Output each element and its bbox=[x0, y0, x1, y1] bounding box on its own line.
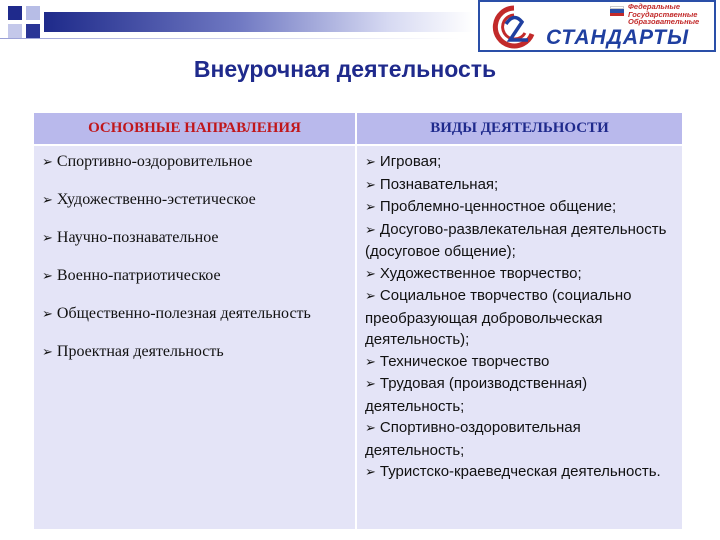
list-item bbox=[365, 174, 676, 197]
arrow-bullet-icon: ➢ bbox=[365, 222, 376, 238]
list-item-text: Общественно-полезная деятельность bbox=[56, 305, 311, 322]
decor-square bbox=[8, 6, 22, 20]
list-item bbox=[42, 228, 355, 249]
activities-table bbox=[33, 112, 683, 530]
list-item-text: Трудовая (производственная) деятельность; bbox=[365, 375, 588, 415]
list-item-text: Игровая; bbox=[379, 153, 442, 170]
list-item bbox=[365, 151, 676, 174]
fgos-logo bbox=[478, 0, 716, 52]
list-item-text: Спортивно-оздоровительная деятельность; bbox=[365, 419, 581, 459]
list-item-text: Техническое творчество bbox=[379, 352, 550, 370]
arrow-bullet-icon: ➢ bbox=[42, 193, 53, 208]
arrow-bullet-icon: ➢ bbox=[42, 307, 53, 322]
arrow-bullet-icon: ➢ bbox=[365, 200, 376, 215]
logo-line: Федеральные bbox=[628, 2, 680, 11]
decor-square bbox=[26, 24, 40, 38]
list-item bbox=[365, 219, 676, 263]
list-item bbox=[365, 417, 676, 461]
column-header-activities: ВИДЫ ДЕЯТЕЛЬНОСТИ bbox=[356, 112, 683, 145]
arrow-bullet-icon: ➢ bbox=[365, 155, 376, 170]
logo-line: Государственные bbox=[628, 9, 698, 19]
list-item bbox=[365, 461, 676, 484]
list-item bbox=[42, 342, 355, 363]
arrow-bullet-icon: ➢ bbox=[42, 269, 53, 284]
list-item-text: Военно-патриотическое bbox=[56, 267, 221, 284]
list-item bbox=[42, 304, 355, 325]
list-item-text: Проблемно-ценностное общение; bbox=[379, 198, 617, 215]
logo-line: Образовательные bbox=[628, 17, 700, 26]
list-item bbox=[365, 263, 676, 286]
list-item bbox=[365, 351, 676, 374]
arrow-bullet-icon: ➢ bbox=[42, 231, 53, 246]
list-item-text: Художественное творчество; bbox=[379, 264, 582, 282]
list-item-text: Познавательная; bbox=[379, 175, 499, 193]
list-item bbox=[365, 285, 676, 351]
activities-cell bbox=[356, 145, 683, 530]
list-item-text: Научно-познавательное bbox=[56, 229, 219, 246]
arrow-bullet-icon: ➢ bbox=[365, 177, 376, 193]
page-title: Внеурочная деятельность bbox=[193, 56, 497, 82]
directions-cell bbox=[33, 145, 356, 530]
arrow-bullet-icon: ➢ bbox=[365, 266, 376, 282]
decor-square bbox=[26, 6, 40, 20]
arrow-bullet-icon: ➢ bbox=[365, 465, 376, 480]
list-item bbox=[42, 152, 355, 173]
fgos-emblem-icon bbox=[484, 4, 544, 50]
list-item bbox=[42, 190, 355, 211]
arrow-bullet-icon: ➢ bbox=[365, 354, 376, 370]
decor-square bbox=[8, 24, 22, 38]
list-item-text: Социальное творчество (социально преобразующая добровольческая деятельность); bbox=[365, 287, 632, 348]
list-item bbox=[42, 266, 355, 287]
arrow-bullet-icon: ➢ bbox=[365, 289, 376, 304]
logo-subtitle bbox=[628, 3, 716, 26]
list-item-text: Спортивно-оздоровительное bbox=[56, 153, 253, 170]
arrow-bullet-icon: ➢ bbox=[365, 421, 376, 436]
logo-wordmark: СТАНДАРТЫ bbox=[546, 26, 690, 49]
header-divider bbox=[0, 38, 460, 39]
header-band bbox=[44, 12, 474, 32]
arrow-bullet-icon: ➢ bbox=[365, 377, 376, 392]
arrow-bullet-icon: ➢ bbox=[42, 345, 53, 360]
list-item bbox=[365, 196, 676, 219]
activities-list bbox=[357, 146, 682, 484]
list-item bbox=[365, 373, 676, 417]
list-item-text: Художественно-эстетическое bbox=[56, 191, 256, 208]
arrow-bullet-icon: ➢ bbox=[42, 155, 53, 170]
russian-flag-icon bbox=[610, 6, 624, 16]
list-item-text: Проектная деятельность bbox=[56, 343, 224, 360]
list-item-text: Досугово-развлекательная деятельность (досуговое общение); bbox=[365, 220, 667, 260]
column-header-directions: ОСНОВНЫЕ НАПРАВЛЕНИЯ bbox=[33, 112, 356, 145]
list-item-text: Туристско-краеведческая деятельность. bbox=[379, 463, 661, 480]
directions-list bbox=[34, 146, 355, 363]
